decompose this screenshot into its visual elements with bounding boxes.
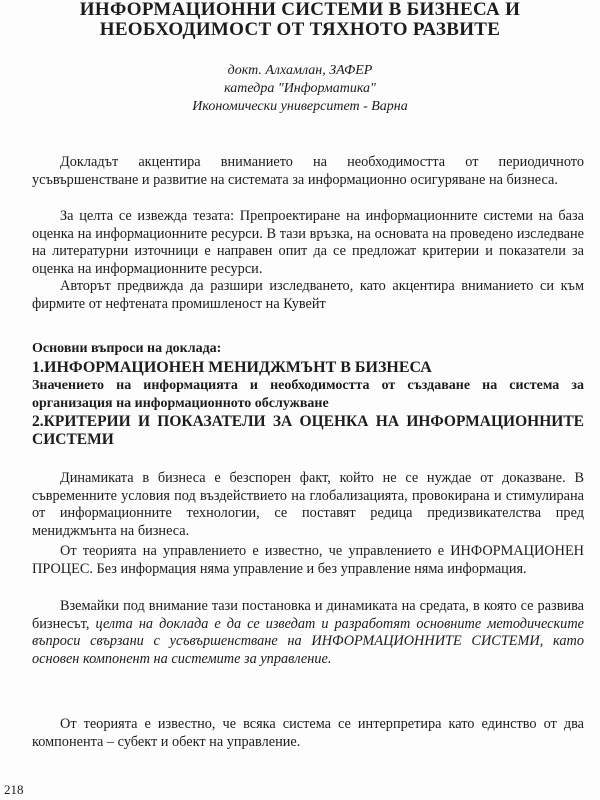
body-paragraph-3-start: Вземайки под внимание тази постановка и динамиката на средата, в която се развива бизнесът, (32, 598, 584, 632)
page-title (20, 0, 580, 40)
outline-item-1-subtitle: Значението на информацията и необходимостта от създаване на система за организация на информационното обслужване (32, 378, 584, 411)
title-line-2: НЕОБХОДИМОСТ ОТ ТЯХНОТО РАЗВИТЕ (99, 19, 501, 40)
outline-item-1: 1.ИНФОРМАЦИОНЕН МЕНИДЖМЪНТ В БИЗНЕСА (32, 359, 432, 376)
body-paragraph-3 (32, 598, 584, 668)
abstract-paragraph-2: За целта се извежда тезата: Препроектиране на информационните системи на база оценка на информационните ресурси. В тази връзка, на основата на проведено изследване на литературни източници е направен опит да се предложат критерии и показатели за оценка на информационните ресурси. (32, 208, 584, 277)
abstract-paragraph-3: Авторът предвижда да разшири изследването, като акцентира вниманието си към фирмите от нефтената промишленост на Кувейт (32, 278, 584, 312)
body-paragraph-3-italic: целта на доклада е да се изведат и разработят основните методическите въпроси свързани с усъвършенстване на ИНФОРМАЦИОННИТЕ СИСТЕМИ, като основен компонент на системите за управление. (32, 615, 584, 667)
abstract-paragraph-1: Докладът акцентира вниманието на необходимостта от периодичното усъвършенстване и развитие на системата за информационно осигуряване на бизнеса. (32, 154, 584, 188)
author-department: катедра "Информатика" (224, 81, 376, 96)
author-university: Икономически университет - Варна (192, 99, 408, 114)
outline-block (32, 340, 584, 449)
author-block (0, 62, 600, 116)
page-number: 218 (4, 782, 24, 797)
outline-heading: Основни въпроси на доклада: (32, 341, 222, 356)
body-paragraph-1: Динамиката в бизнеса е безспорен факт, който не се нуждае от доказване. В съвременните условия под въздействието на глобализацията, провокирана и стимулирана от информационните технологии, се поставят редица предизвикателства пред мениджмънта на бизнеса. (32, 470, 584, 539)
body-paragraph-2: От теорията на управлението е известно, че управлението е ИНФОРМАЦИОНЕН ПРОЦЕС. Без информация няма управление и без управление няма информация. (32, 543, 584, 577)
author-name: докт. Алхамлан, ЗАФЕР (227, 63, 373, 78)
title-line-1: ИНФОРМАЦИОННИ СИСТЕМИ В БИЗНЕСА И (79, 0, 521, 20)
outline-item-2: 2.КРИТЕРИИ И ПОКАЗАТЕЛИ ЗА ОЦЕНКА НА ИНФОРМАЦИОННИТЕ СИСТЕМИ (32, 413, 584, 448)
body-paragraph-4: От теорията е известно, че всяка система се интерпретира като единство от два компонента – субект и обект на управление. (32, 716, 584, 750)
